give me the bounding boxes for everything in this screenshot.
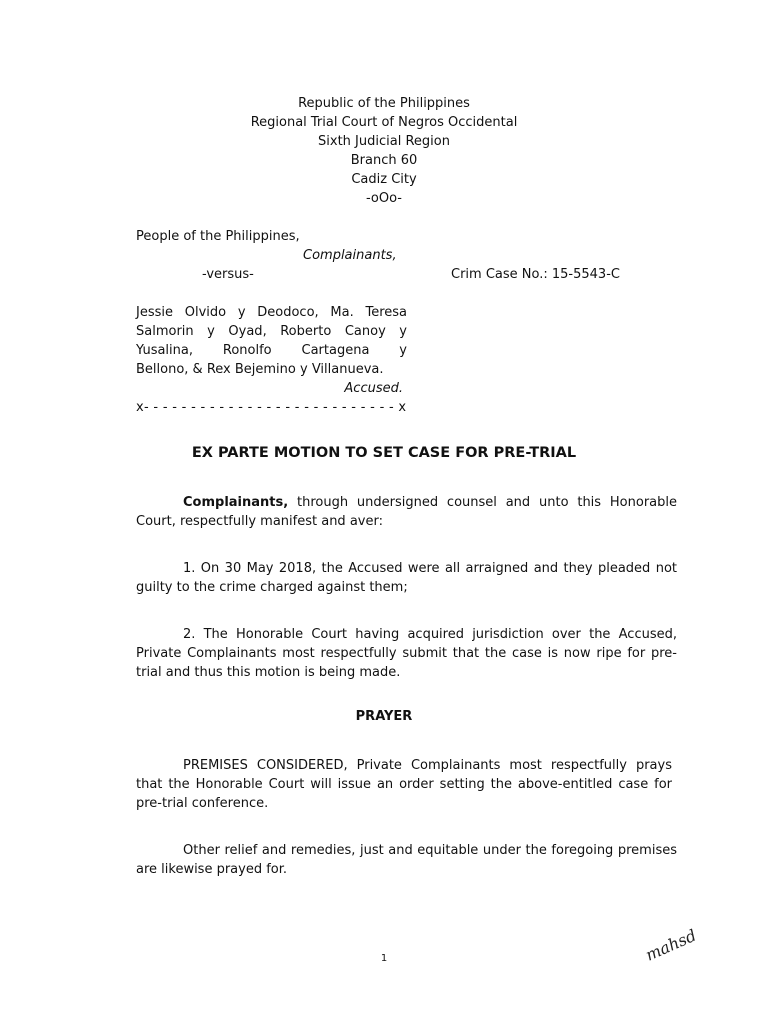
case-number: Crim Case No.: 15-5543-C [451, 267, 620, 282]
header-republic: Republic of the Philippines [298, 96, 470, 111]
premises-text: PREMISES CONSIDERED, Private Complainants most respectfully prays that the Honorable Court will issue an order setting the above-entitled case for pre-trial conference. [136, 758, 672, 811]
header-branch: Branch 60 [350, 153, 418, 168]
paragraph-arraignment [136, 559, 677, 597]
accused-line: Jessie Olvido y Deodoco, Ma. Teresa [136, 305, 407, 320]
header-city: Cadiz City [351, 172, 417, 187]
plaintiff-line [136, 227, 656, 246]
accused-line: Bellono, & Rex Bejemino y Villanueva. [136, 362, 384, 377]
header-ornament: -oOo- [365, 191, 402, 206]
page-number: 1 [380, 953, 388, 964]
handwritten-initials [640, 925, 700, 965]
accused-names [136, 303, 407, 379]
plaintiff-role: Complainants, [303, 248, 397, 263]
paragraph-relief [136, 841, 677, 879]
versus-line [136, 265, 656, 284]
paragraph-intro [136, 493, 677, 531]
plaintiff-role-line [136, 246, 656, 265]
court-header [0, 94, 768, 208]
prayer-heading: PRAYER [355, 709, 413, 724]
accused-line: Yusalina, Ronolfo Cartagena y [136, 343, 407, 358]
header-court: Regional Trial Court of Negros Occidental [250, 115, 518, 130]
arraignment-text: 1. On 30 May 2018, the Accused were all arraigned and they pleaded not guilty to the crime charged against them; [136, 561, 677, 595]
paragraph-jurisdiction [136, 625, 677, 682]
accused-role: Accused. [344, 381, 403, 396]
accused-line: Salmorin y Oyad, Roberto Canoy y [136, 324, 407, 339]
case-caption [136, 227, 656, 417]
motion-title: EX PARTE MOTION TO SET CASE FOR PRE-TRIAL [191, 445, 577, 461]
intro-party: Complainants, [183, 495, 289, 510]
svg-text:mahsd: mahsd [642, 925, 700, 965]
paragraph-premises [136, 756, 672, 813]
versus-label: -versus- [202, 267, 254, 282]
plaintiff-name: People of the Philippines, [136, 229, 300, 244]
relief-text: Other relief and remedies, just and equitable under the foregoing premises are likewise prayed for. [136, 843, 677, 877]
jurisdiction-text: 2. The Honorable Court having acquired jurisdiction over the Accused, Private Complainants most respectfully submit that the case is now ripe for pre-trial and thus this motion is being made. [136, 627, 677, 680]
intro-text: through undersigned counsel and unto this Honorable Court, respectfully manifest and aver: [136, 495, 677, 529]
header-region: Sixth Judicial Region [318, 134, 450, 149]
caption-separator: x- - - - - - - - - - - - - - - - - - - - - - - - - - - x [136, 400, 407, 415]
